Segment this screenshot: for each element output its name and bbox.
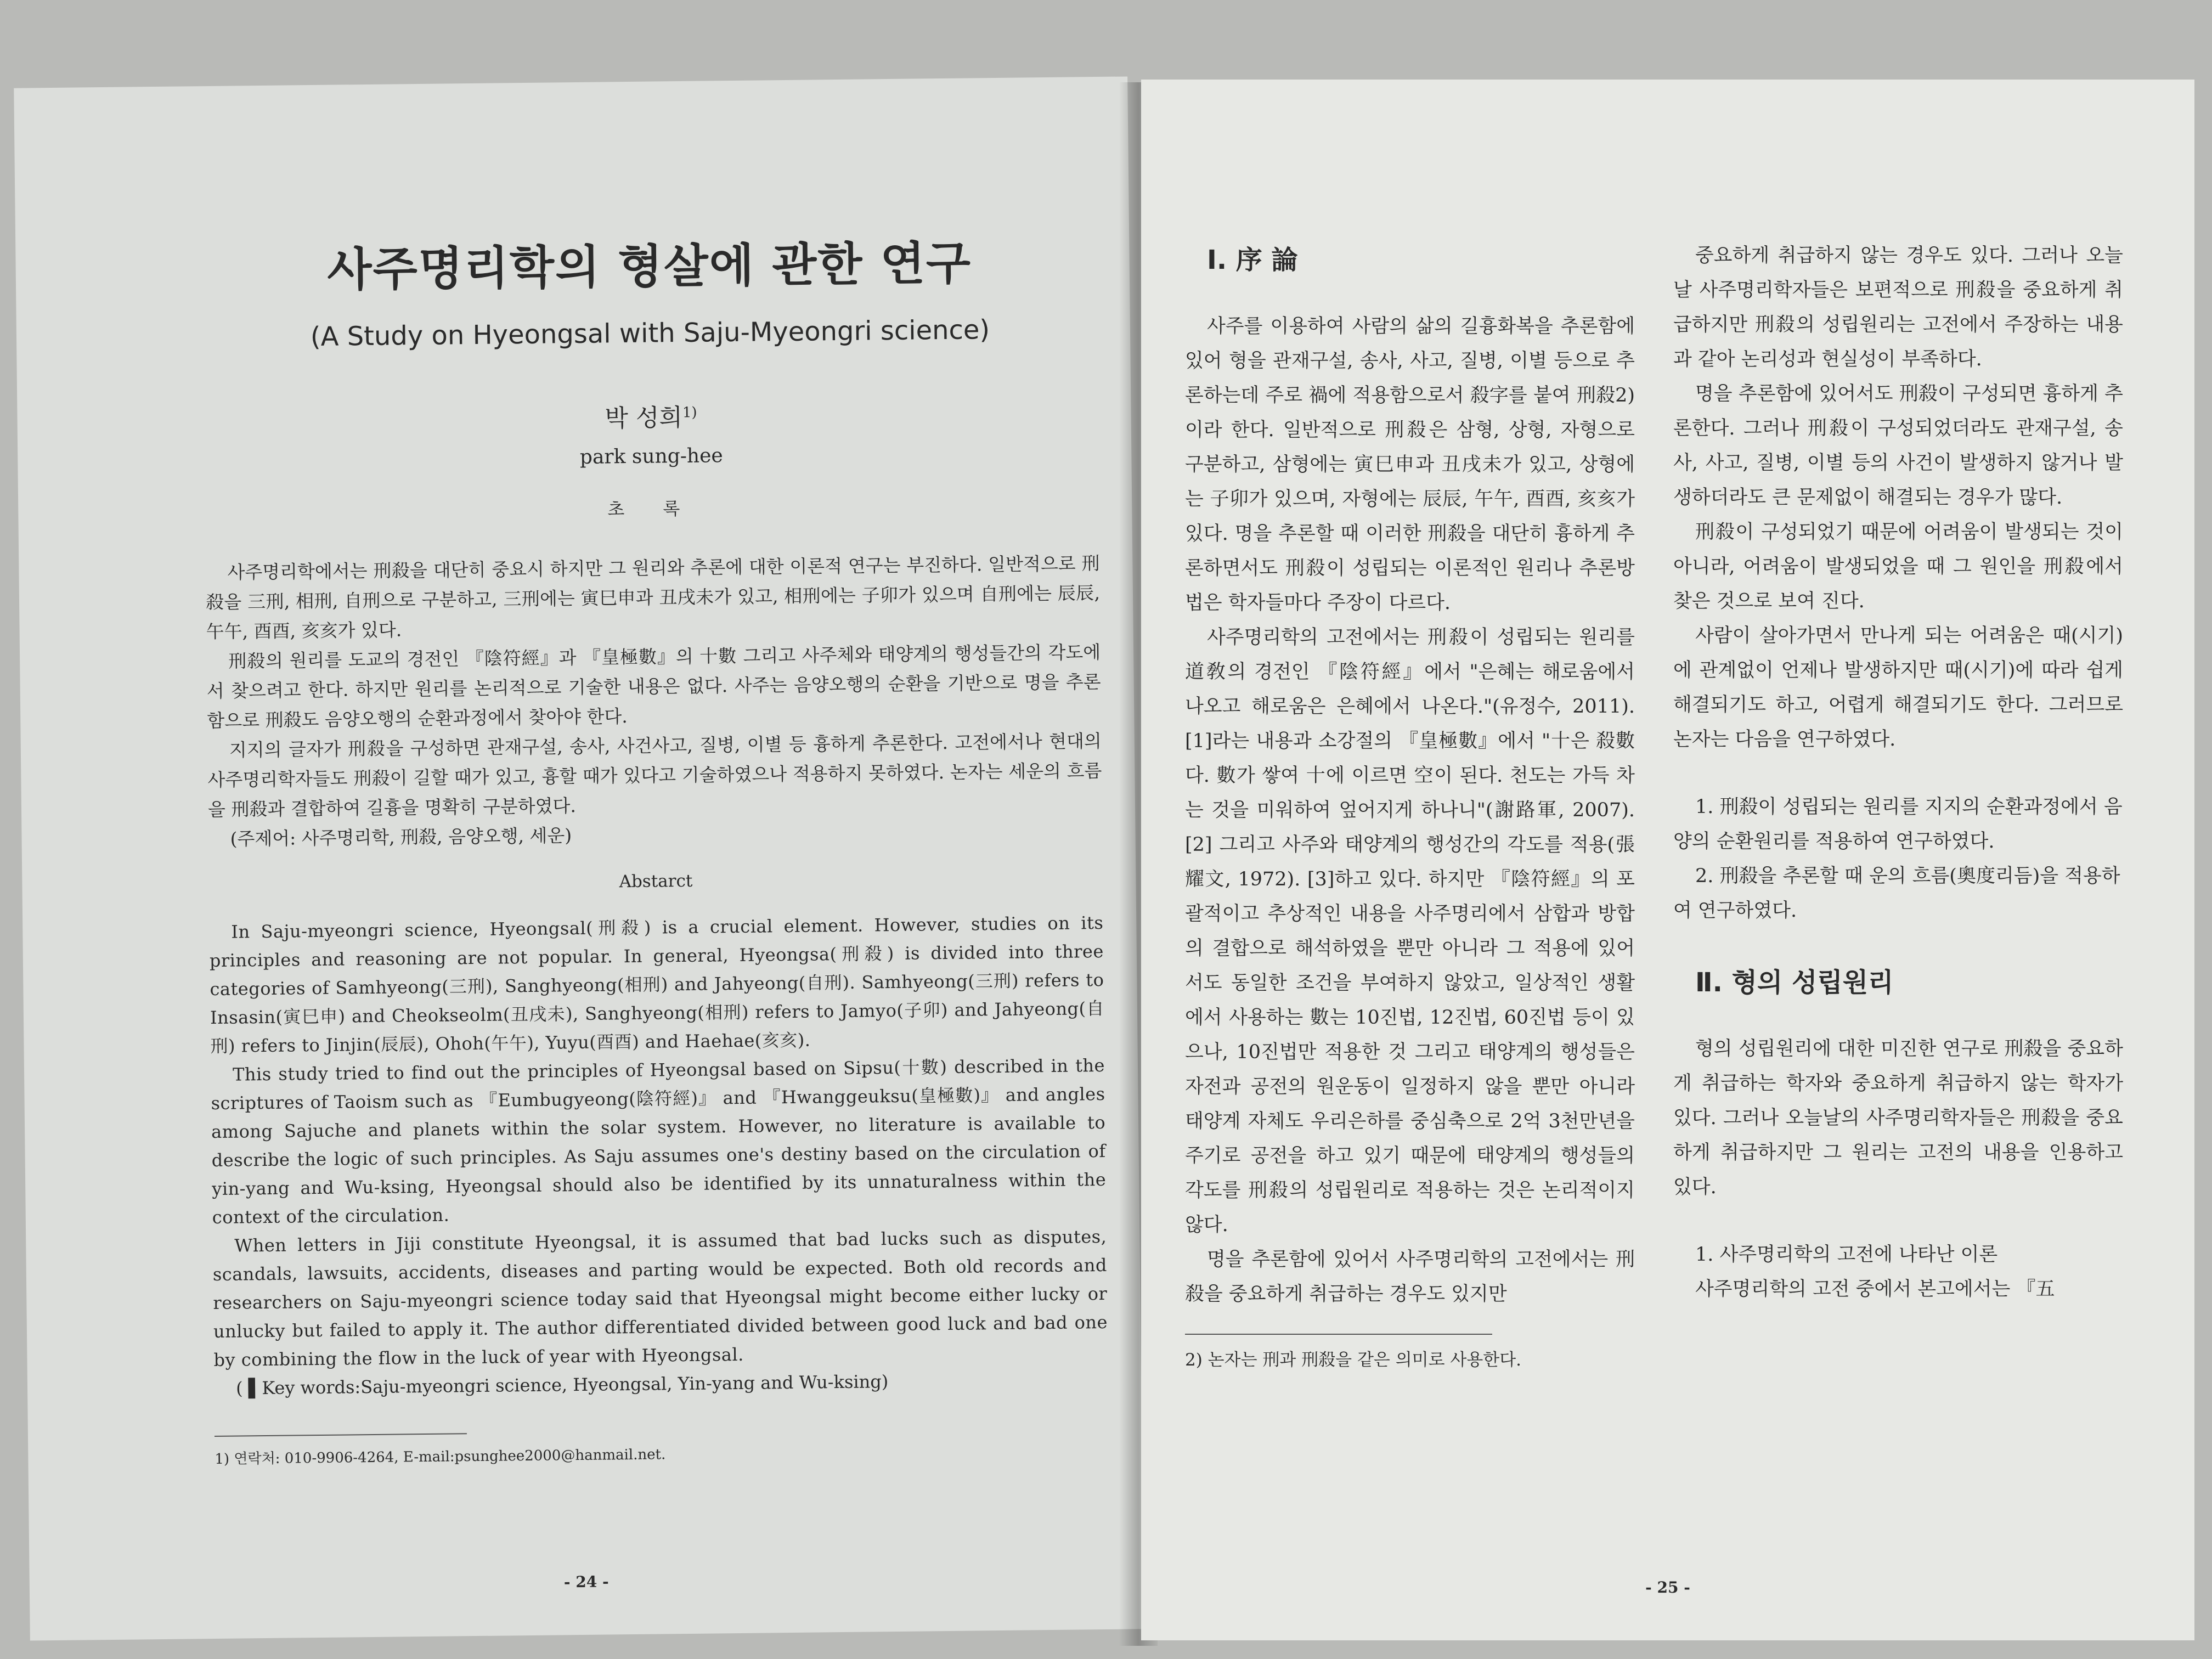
footnote-divider	[1185, 1334, 1492, 1335]
left-page-number: - 24 -	[563, 1572, 609, 1592]
left-page	[14, 76, 1144, 1640]
korean-abstract-heading: 초 록	[607, 498, 697, 520]
subsection-heading: 1. 사주명리학의 고전에 나타난 이론	[1695, 1244, 1998, 1266]
english-abstract-paragraph: This study tried to find out the principles of Hyeongsal based on Sipsu(十數) described in the scriptures of Taoism such as 『Eumbugyeong(陰符經)』 and 『Hwanggeuksu(皇極數)』 and angles among Sajuche and planets within the solar system. However, no literature is available to describe the logic of such principles. As Saju assumes one's destiny based on the circulation of yin-yang and Wu-ksing, Hyeongsal should also be identified by its unnaturalness within the context of the circulation.	[211, 1054, 1107, 1228]
author-english: park sung-hee	[579, 444, 723, 469]
body-paragraph: 사주를 이용하여 사람의 삶의 길흉화복을 추론함에 있어 형을 관재구설, 송사, 사고, 질병, 이별 등으로 추론하는데 주로 禍에 적용함으로서 殺字를 붙여 刑殺2)이라 한다. 일반적으로 刑殺은 삼형, 상형, 자형으로 구분하고, 삼형에는 寅巳申과 丑戌未가 있고, 상형에는 子卯가 있으며, 자형에는 辰辰, 午午, 酉酉, 亥亥가 있다. 명을 추론할 때 이러한 刑殺을 대단히 흉하게 추론하면서도 刑殺이 성립되는 이론적인 원리나 추론방법은 학자들마다 주장이 다르다.	[1185, 315, 1635, 614]
english-abstract-heading: Abstarct	[619, 871, 693, 892]
korean-abstract-paragraph: 刑殺의 원리를 도교의 경전인 『陰符經』과 『皇極數』의 十數 그리고 사주체와 태양계의 행성들간의 각도에서 찾으려고 한다. 하지만 원리를 논리적으로 기술한 내용은 없다. 사주는 음양오행의 순환을 기반으로 명을 추론함으로 刑殺도 음양오행의 순환과정에서 찾아야 한다.	[206, 641, 1101, 732]
research-list-item: 1. 刑殺이 성립되는 원리를 지지의 순환과정에서 음양의 순환원리를 적용하여 연구하였다.	[1673, 796, 2123, 853]
body-paragraph: 명을 추론함에 있어서 사주명리학의 고전에서는 刑殺을 중요하게 취급하는 경우도 있지만	[1185, 1249, 1635, 1305]
author-korean	[204, 393, 1098, 438]
footnote-divider	[215, 1433, 467, 1437]
body-paragraph: 중요하게 취급하지 않는 경우도 있다. 그러나 오늘날 사주명리학자들은 보편적으로 刑殺을 중요하게 취급하지만 刑殺의 성립원리는 고전에서 주장하는 내용과 같아 논리성과 현실성이 부족하다.	[1673, 245, 2123, 370]
spacer	[1673, 757, 2123, 790]
body-paragraph: 사주명리학의 고전에서는 刑殺이 성립되는 원리를 道敎의 경전인 『陰符經』에서 "은혜는 해로움에서 나오고 해로움은 은혜에서 나온다."(유정수, 2011).[1]라는 내용과 소강절의 『皇極數』에서 "十은 殺數다. 數가 쌓여 十에 이르면 空이 된다. 천도는 가득 차는 것을 미워하여 엎어지게 하나니"(謝路軍, 2007).[2] 그리고 사주와 태양계의 행성간의 각도를 적용(張耀文, 1972). [3]하고 있다. 하지만 『陰符經』의 포괄적이고 추상적인 내용을 사주명리에서 삼합과 방합의 결합으로 해석하였을 뿐만 아니라 그 적용에 있어서도 동일한 조건을 부여하지 않았고, 일상적인 생활에서 사용하는 數는 10진법, 12진법, 60진법 등이 있으나, 10진법만 적용한 것 그리고 태양계의 행성들은 자전과 공전의 원운동이 일정하지 않을 뿐만 아니라 태양계 자체도 우리은하를 중심축으로 2억 3천만년을 주기로 공전을 하고 있기 때문에 태양계의 행성들의 각도를 刑殺의 성립원리로 적용하는 것은 논리적이지 않다.	[1185, 627, 1635, 1236]
author-korean-name: 박 성희	[605, 403, 683, 433]
term-footnote: 2) 논자는 刑과 刑殺을 같은 의미로 사용한다.	[1185, 1350, 1522, 1370]
english-abstract-paragraph: When letters in Jiji constitute Hyeongsal, it is assumed that bad lucks such as disputes, scandals, lawsuits, accidents, diseases and parting would be expected. Both old records and researchers on Saju-myeongri science today said that Hyeongsal might become either lucky or unlucky but failed to apply it. The author differentiated divided between good luck and bad one by combining the flow in the luck of year with Hyeongsal.	[212, 1226, 1108, 1371]
right-column-2	[1673, 239, 2123, 1555]
korean-keywords: (주제어: 사주명리학, 刑殺, 음양오행, 세운)	[230, 825, 572, 850]
right-page-number: - 25 -	[1645, 1578, 1690, 1596]
body-paragraph: 형의 성립원리에 대한 미진한 연구로 刑殺을 중요하게 취급하는 학자와 중요하게 취급하지 않는 학자가 있다. 그러나 오늘날의 사주명리학자들은 刑殺을 중요하게 취급하지만 그 원리는 고전의 내용을 인용하고 있다.	[1673, 1038, 2123, 1198]
korean-abstract-paragraph: 사주명리학에서는 刑殺을 대단히 중요시 하지만 그 원리와 추론에 대한 이론적 연구는 부진하다. 일반적으로 刑殺을 三刑, 相刑, 自刑으로 구분하고, 三刑에는 寅巳申과 丑戌未가 있고, 相刑에는 子卯가 있으며 自刑에는 辰辰, 午午, 酉酉, 亥亥가 있다.	[205, 552, 1101, 643]
author-footnote-marker: 1)	[682, 404, 697, 421]
right-column-1	[1185, 239, 1635, 1555]
body-paragraph: 사람이 살아가면서 만나게 되는 어려움은 때(시기)에 관계없이 언제나 발생하지만 때(시기)에 따라 쉽게 해결되기도 하고, 어렵게 해결되기도 한다. 그러므로 논자는 다음을 연구하였다.	[1673, 625, 2123, 751]
body-paragraph: 刑殺이 구성되었기 때문에 어려움이 발생되는 것이 아니라, 어려움이 발생되었을 때 그 원인을 刑殺에서 찾은 것으로 보여 진다.	[1673, 521, 2123, 612]
section-heading-principles: Ⅱ. 형의 성립원리	[1695, 967, 1894, 998]
english-keywords: ( ▌Key words:Saju-myeongri science, Hyeongsal, Yin-yang and Wu-ksing)	[235, 1371, 889, 1399]
paper-subtitle: (A Study on Hyeongsal with Saju-Myeongri science)	[310, 314, 990, 353]
korean-abstract-paragraph: 지지의 글자가 刑殺을 구성하면 관재구설, 송사, 사건사고, 질병, 이별 등 흉하게 추론한다. 고전에서나 현대의 사주명리학자들도 刑殺이 길할 때가 있고, 흉할 때가 있다고 기술하였으나 적용하지 못하였다. 논자는 세운의 흐름을 刑殺과 결합하여 길흉을 명확히 구분하였다.	[207, 730, 1102, 821]
author-contact-footnote: 1) 연락처: 010-9906-4264, E-mail:psunghee2000@hanmail.net.	[215, 1446, 666, 1468]
body-paragraph: 명을 추론함에 있어서도 刑殺이 구성되면 흉하게 추론한다. 그러나 刑殺이 구성되었더라도 관재구설, 송사, 사고, 질병, 이별 등의 사건이 발생하지 않거나 발생하더라도 큰 문제없이 해결되는 경우가 많다.	[1673, 383, 2123, 509]
body-paragraph: 사주명리학의 고전 중에서 본고에서는 『五	[1695, 1278, 2055, 1300]
research-list-item: 2. 刑殺을 추론할 때 운의 흐름(奧度리듬)을 적용하여 연구하였다.	[1673, 865, 2120, 922]
two-column-body	[1185, 239, 2167, 1555]
right-page	[1141, 80, 2194, 1640]
paper-title: 사주명리학의 형살에 관한 연구	[326, 236, 972, 297]
spacer	[1673, 928, 2123, 961]
section-heading-introduction: Ⅰ. 序 論	[1207, 245, 1298, 275]
english-abstract-paragraph: In Saju-myeongri science, Hyeongsal(刑殺) is a crucial element. However, studies on its principles and reasoning are not popular. In general, Hyeongsa(刑殺) is divided into three categories of Samhyeong(三刑), Sanghyeong(相刑) and Jahyeong(自刑). Samhyeong(三刑) refers to Insasin(寅巳申) and Cheokseolm(丑戌未), Sanghyeong(相刑) refers to Jamyo(子卯) and Jahyeong(自刑) refers to Jinjin(辰辰), Ohoh(午午), Yuyu(酉酉) and Haehae(亥亥).	[209, 912, 1105, 1057]
